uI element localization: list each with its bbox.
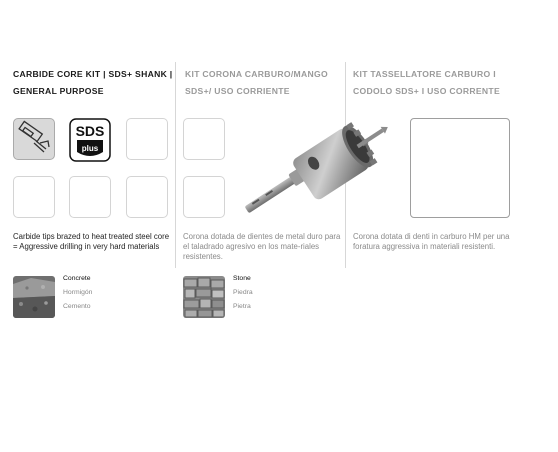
description-spanish: Corona dotada de dientes de metal duro para el taladrado agresivo en los mate-riales resistentes. [183, 232, 341, 261]
sds-plus-icon [69, 118, 111, 162]
title-spanish: KIT CORONA CARBURO/MANGO SDS+/ USO CORRIENTE [185, 69, 328, 96]
empty-icon-box [13, 176, 55, 218]
material-name: Stone [233, 275, 251, 282]
title-english: CARBIDE CORE KIT | SDS+ SHANK | GENERAL PURPOSE [13, 69, 173, 96]
plus-text: plus [81, 144, 99, 153]
product-image-frame [410, 118, 510, 218]
stone-swatch-icon [183, 276, 225, 318]
empty-icon-box [126, 176, 168, 218]
empty-icon-box [183, 118, 225, 160]
material-name-es: Piedra [233, 289, 253, 296]
empty-icon-box [126, 118, 168, 160]
material-name-es: Hormigón [63, 289, 93, 296]
drill-icon [14, 119, 54, 159]
description-italian: Corona dotata di denti in carburo HM per una foratura aggressiva in materiali resistenti. [353, 232, 510, 251]
material-name: Concrete [63, 275, 91, 282]
concrete-swatch-icon [13, 276, 55, 318]
empty-icon-box [69, 176, 111, 218]
material-name-it: Cemento [63, 303, 91, 310]
title-italian: KIT TASSELLATORE CARBURO I CODOLO SDS+ I USO CORRENTE [353, 69, 500, 96]
empty-icon-box [183, 176, 225, 218]
sds-plus-icon-box [69, 118, 111, 160]
sds-text: SDS [75, 123, 105, 139]
material-stone [233, 272, 253, 314]
material-name-it: Pietra [233, 303, 251, 310]
application-icon-box [13, 118, 55, 160]
column-divider [175, 62, 176, 268]
core-bit-image [238, 112, 398, 224]
description-english: Carbide tips brazed to heat treated steel core = Aggressive drilling in very hard materials [13, 232, 170, 251]
material-concrete [63, 272, 92, 314]
